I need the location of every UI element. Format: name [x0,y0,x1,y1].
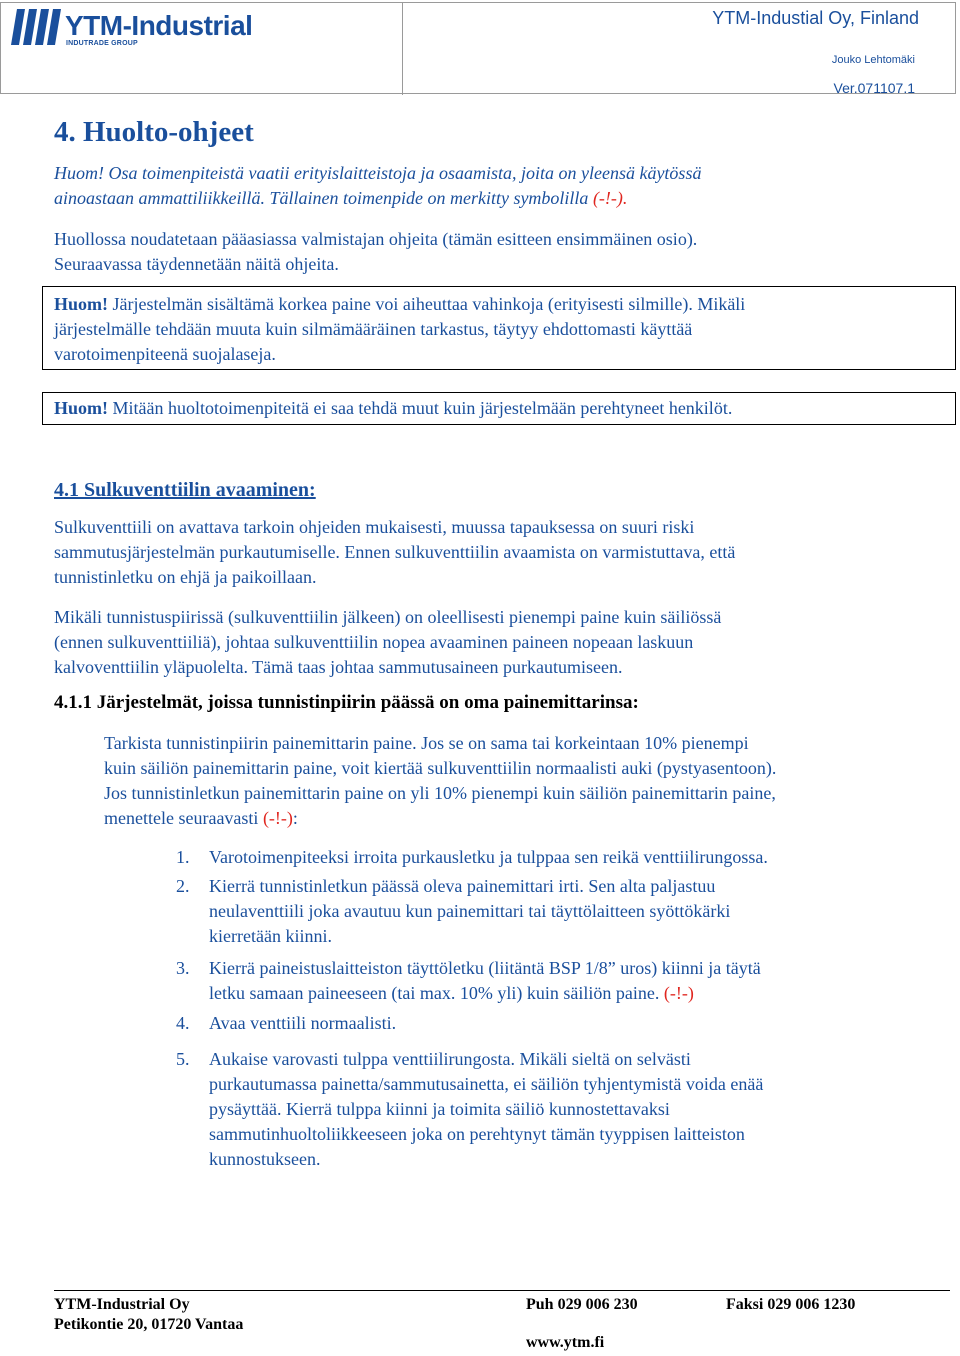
header-version: Ver.071107.1 [833,80,915,96]
subsection-title: 4.1 Sulkuventtiilin avaaminen: [54,479,316,501]
step-number: 3. [176,958,190,978]
footer-company: YTM-Industrial Oy [54,1296,190,1313]
logo-text: YTM-Industrial [65,10,253,41]
intro-note-line-1: Huom! Osa toimenpiteistä vaatii erityislaitteistoja ja osaamista, joita on yleensä käytössä [54,163,702,183]
warning-text-personnel: Huom! Mitään huoltotoimenpiteitä ei saa tehdä muut kuin järjestelmään perehtyneet henkilöt. [54,398,733,418]
subsubsection-title: 4.1.1 Järjestelmät, joissa tunnistinpiirin päässä on oma painemittarinsa: [54,692,639,713]
warning-text-eyes: Huom! Järjestelmän sisältämä korkea paine voi aiheuttaa vahinkoja (erityisesti silmille). Mikäli järjestelmälle tehdään muuta kuin silmämääräinen tarkastus, täytyy ehdottomasti käyttää varotoimenpiteenä suojalaseja. [54,294,746,364]
subsection-paragraph-2: Mikäli tunnistuspiirissä (sulkuventtiilin jälkeen) on oleellisesti pienempi paine kuin säiliössä (ennen sulkuventtiiliä), johtaa sulkuventtiilin nopea avaaminen paineen nopeaan laskuun kalvoventtiilin yläpuolelta. Tämä taas johtaa sammutusaineen purkautumiseen. [54,607,722,677]
logo-subtext: INDUTRADE GROUP [66,40,138,47]
warning-symbol: (-!-) [663,983,694,1003]
warning-label: Huom! [54,398,108,418]
footer-fax: Faksi 029 006 1230 [726,1296,856,1313]
list-item: Kierrä paineistuslaitteiston täyttöletku (liitäntä BSP 1/8” uros) kiinni ja täytä letku samaan paineeseen (tai max. 10% yli) kuin säiliön paine. (-!-) [209,958,761,1003]
list-item: Kierrä tunnistinletkun päässä oleva painemittari irti. Sen alta paljastuu neulaventtiili joka avautuu kun painemittari tai täyttölaitteen syöttökärki kierretään kiinni. [209,876,731,946]
company-logo [11,7,291,51]
list-item: Aukaise varovasti tulppa venttiilirungosta. Mikäli sieltä on selvästi purkautumassa painetta/sammutusainetta, ei säiliön tyhjentymistä voida enää pysäyttää. Kierrä tulppa kiinni ja toimita säiliö kunnostettavaksi sammutinhuoltoliikkeeseen joka on perehtynyt tämän tyyppisen laitteiston kunnostukseen. [209,1049,764,1169]
warning-label: Huom! [54,294,108,314]
footer-address: Petikontie 20, 01720 Vantaa [54,1316,244,1333]
intro-paragraph-line-2: Seuraavassa täydennetään näitä ohjeita. [54,254,339,274]
warning-symbol: (-!-) [262,808,293,828]
intro-paragraph-line-1: Huollossa noudatetaan pääasiassa valmistajan ohjeita (tämän esitteen ensimmäinen osio). [54,229,698,249]
document-header [0,2,956,94]
intro-note [54,161,701,211]
section-title: 4. Huolto-ohjeet [54,116,254,148]
header-person: Jouko Lehtomäki [831,54,915,66]
step-number: 1. [176,847,190,867]
logo-stripes-icon [11,7,63,47]
list-item: Avaa venttiili normaalisti. [209,1013,397,1033]
subsubsection-paragraph: Tarkista tunnistinpiirin painemittarin paine. Jos se on sama tai korkeintaan 10% pienempi kuin säiliön painemittarin paine, voit kiertää sulkuventtiilin normaalisti auki (pystyasentoon). Jos tunnistinletkun painemittarin paine on yli 10% pienempi kuin säiliön painemittarin paine, menettele seuraavasti (-!-): [104,733,777,828]
footer-divider [54,1290,950,1291]
footer-phone: Puh 029 006 230 [526,1296,638,1313]
subsection-paragraph-1: Sulkuventtiili on avattava tarkoin ohjeiden mukaisesti, muussa tapauksessa on suuri riski sammutusjärjestelmän purkautumiselle. Ennen sulkuventtiilin avaamista on varmistuttava, että tunnistinletku on ehjä ja paikoillaan. [54,517,736,587]
step-number: 4. [176,1013,190,1033]
step-number: 5. [176,1049,190,1069]
step-number: 2. [176,876,190,896]
warning-symbol: (-!-). [592,188,628,208]
header-company: YTM-Industial Oy, Finland [712,8,919,28]
intro-note-line-2: ainoastaan ammattiliikkeillä. Tällainen toimenpide on merkitty symbolilla (-!-). [54,188,628,208]
intro-paragraph [54,227,914,277]
footer-website[interactable]: www.ytm.fi [526,1334,605,1351]
list-item: Varotoimenpiteeksi irroita purkausletku ja tulppaa sen reikä venttiilirungossa. [209,847,768,867]
header-divider [402,3,403,95]
